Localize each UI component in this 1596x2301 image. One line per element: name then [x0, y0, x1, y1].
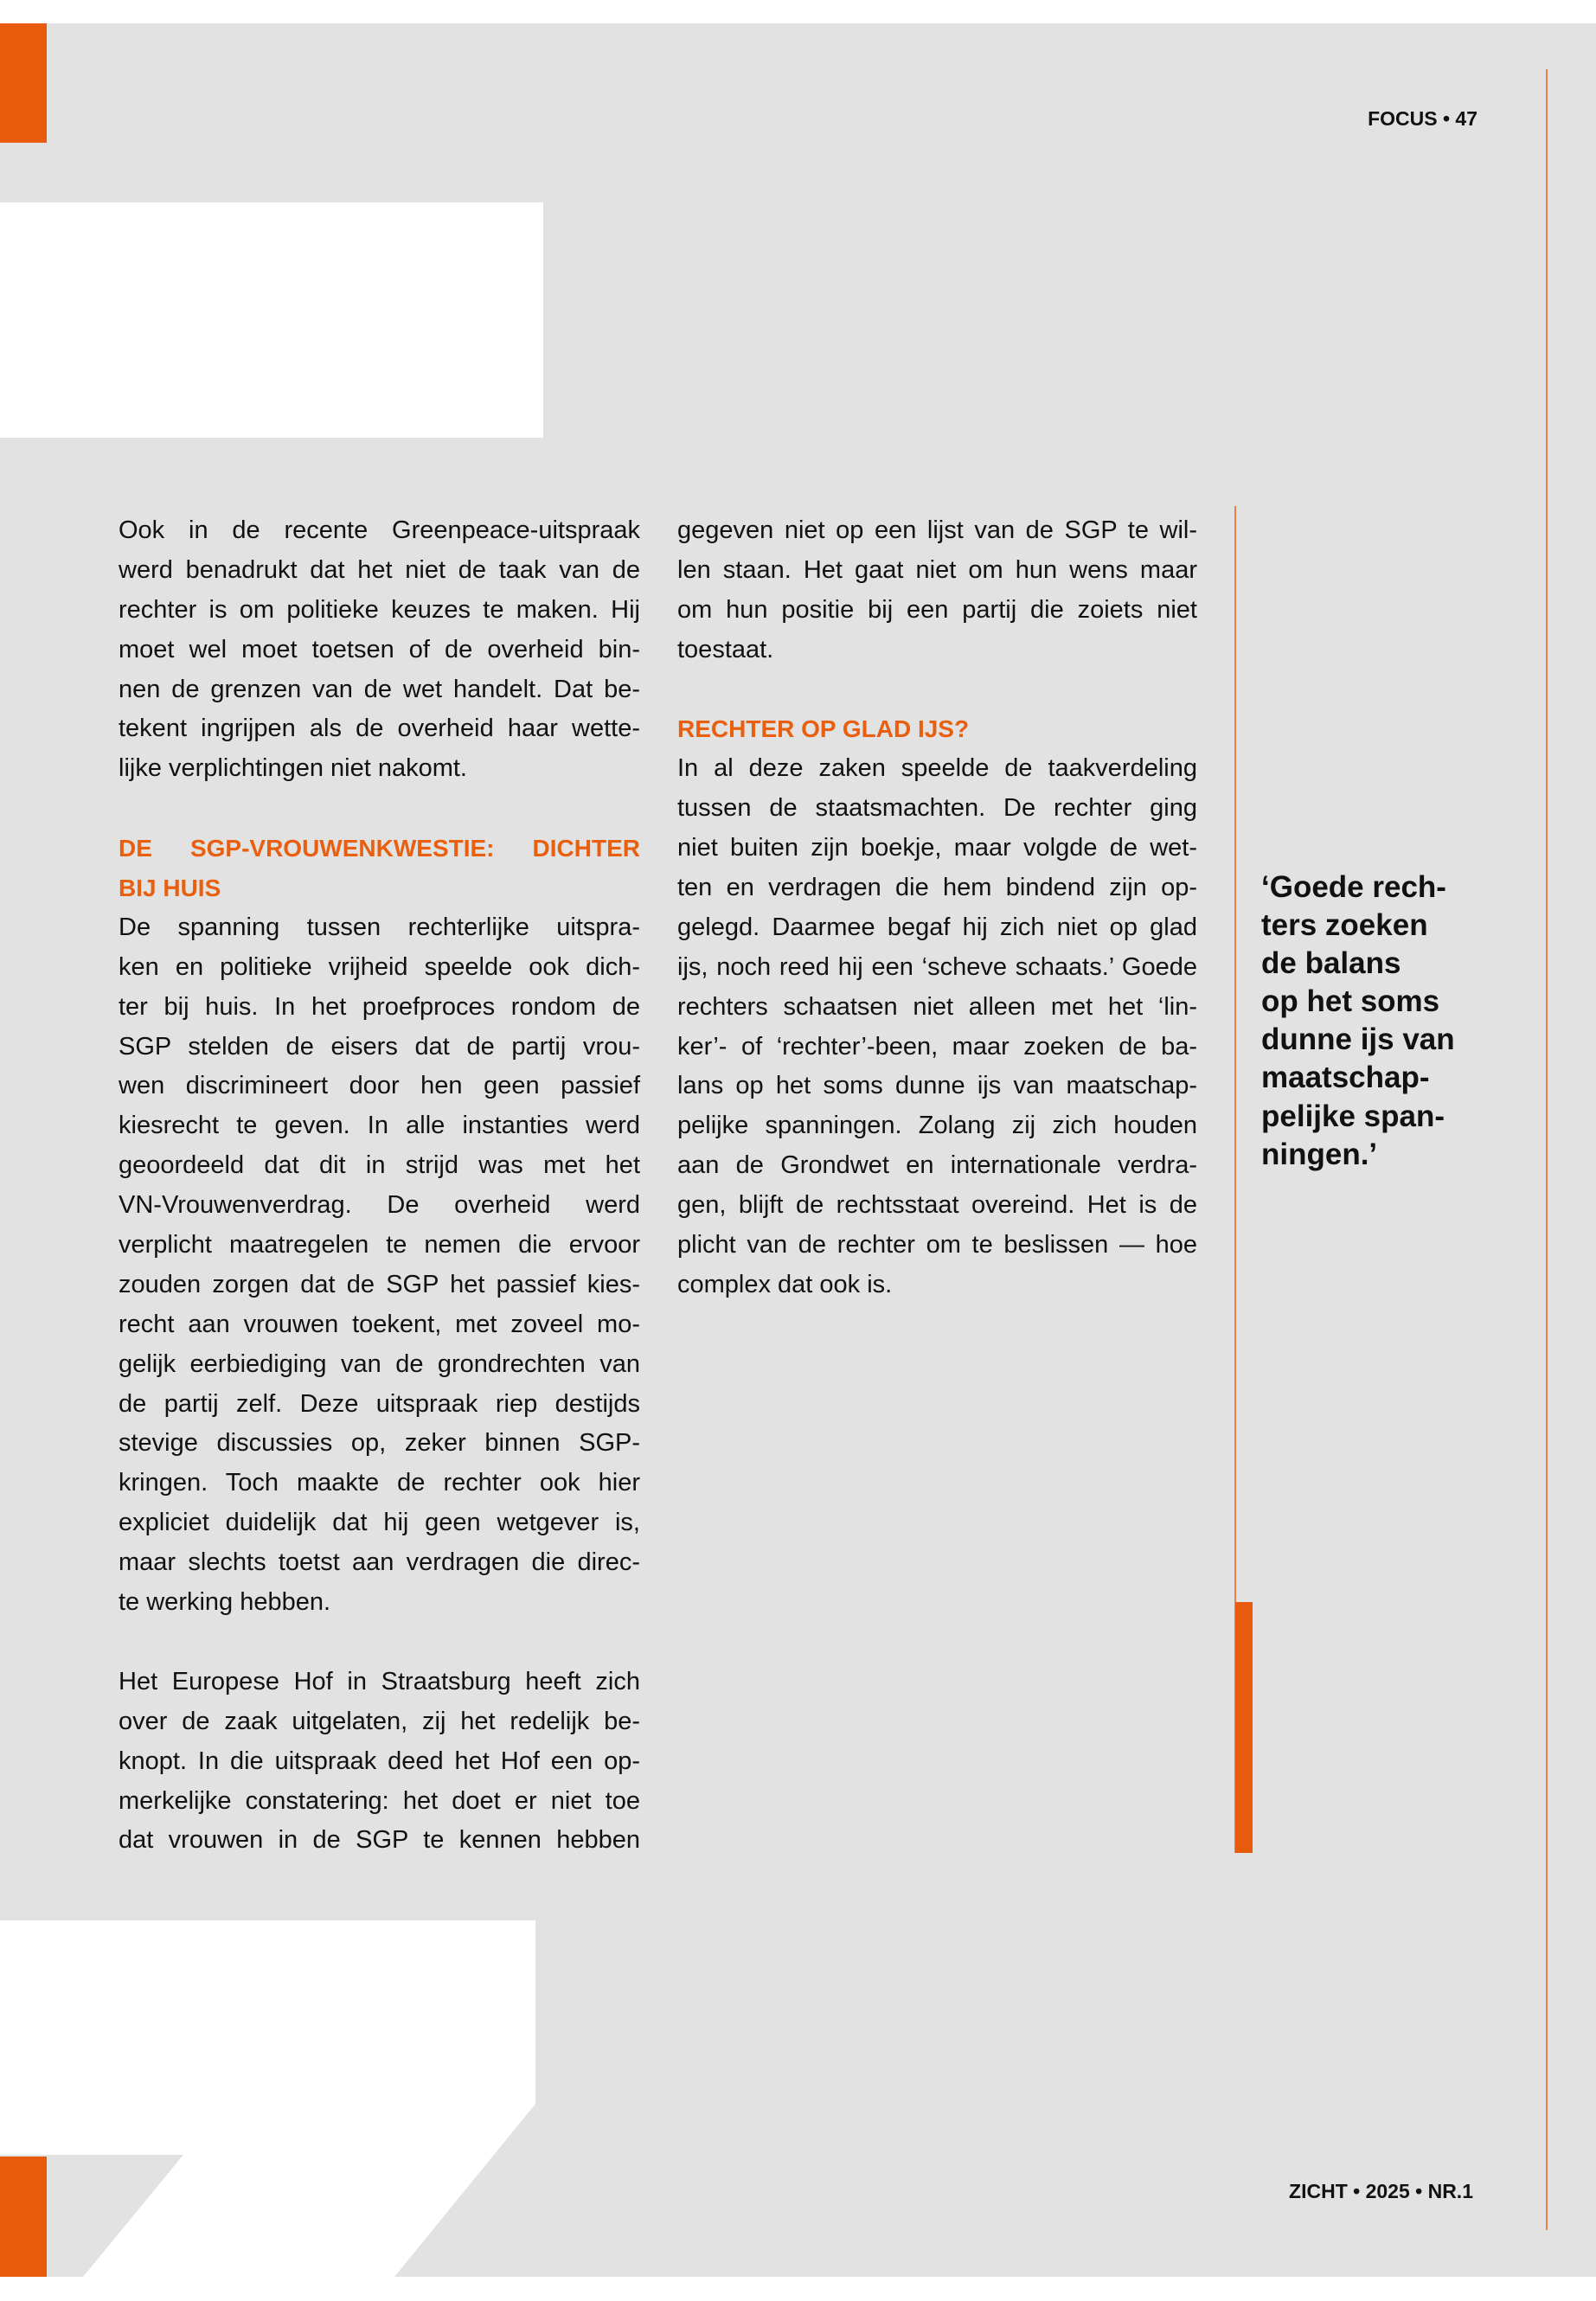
text-line: gegeven niet op een lijst van de SGP te wil- — [677, 516, 1197, 544]
quote-rule-accent — [1235, 1602, 1253, 1853]
text-line: pelijke spanningen. Zolang zij zich houden — [677, 1112, 1197, 1140]
text-line: SGP stelden de eisers dat de partij vrou- — [119, 1032, 640, 1061]
text-line: rechter is om politieke keuzes te maken. Hij — [119, 595, 640, 624]
text-line: verplicht maatregelen te nemen die ervoor — [119, 1231, 640, 1259]
section-heading — [119, 829, 640, 908]
article-column-left — [119, 511, 640, 1861]
text-line: dat vrouwen in de SGP te kennen hebben — [119, 1826, 640, 1855]
accent-bar-bottom — [0, 2157, 47, 2277]
heading-line: BIJ HUIS — [119, 875, 221, 902]
text-line: te werking hebben. — [119, 1588, 331, 1617]
text-line: VN-Vrouwenverdrag. De overheid werd — [119, 1191, 640, 1220]
quote-line: ningen.’ — [1261, 1137, 1378, 1171]
text-line: expliciet duidelijk dat hij geen wetgever is, — [119, 1509, 640, 1537]
text-line: stevige discussies op, zeker binnen SGP- — [119, 1429, 640, 1458]
text-line: In al deze zaken speelde de taakverdeling — [677, 754, 1197, 783]
text-line: len staan. Het gaat niet om hun wens maar — [677, 555, 1197, 584]
text-line: zouden zorgen dat de SGP het passief kies- — [119, 1270, 640, 1298]
right-margin-rule — [1546, 69, 1548, 2230]
decorative-quote-shape — [0, 1903, 571, 2301]
text-line: geoordeeld dat dit in strijd was met het — [119, 1151, 640, 1180]
text-line: over de zaak uitgelaten, zij het redelijk be- — [119, 1707, 640, 1735]
quote-line: pelijke span- — [1261, 1099, 1445, 1133]
text-line: recht aan vrouwen toekent, met zoveel mo- — [119, 1310, 640, 1338]
paragraph — [119, 1663, 640, 1861]
text-line: ijs, noch reed hij een ‘scheve schaats.’ Goede — [677, 952, 1197, 981]
text-line: plicht van de rechter om te beslissen — hoe — [677, 1231, 1197, 1259]
text-line: rechters schaatsen niet alleen met het ‘lin- — [677, 992, 1197, 1021]
quote-line: maatschap- — [1261, 1061, 1430, 1095]
text-line: complex dat ook is. — [677, 1270, 893, 1298]
paragraph-spacer — [119, 789, 640, 829]
text-line: gelijk eerbiediging van de grondrechten van — [119, 1349, 640, 1378]
text-line: lans op het soms dunne ijs van maatschap- — [677, 1072, 1197, 1100]
quote-line: ‘Goede rech- — [1261, 870, 1446, 904]
issue-footer: ZICHT • 2025 • NR.1 — [1289, 2180, 1473, 2202]
paragraph — [119, 908, 640, 1623]
section-heading — [677, 709, 1197, 749]
text-line: werd benadrukt dat het niet de taak van de — [119, 555, 640, 584]
paragraph — [119, 511, 640, 789]
text-line: aan de Grondwet en internationale verdra- — [677, 1151, 1197, 1180]
text-line: De spanning tussen rechterlijke uitspra- — [119, 913, 640, 941]
heading-line: DE SGP-VROUWENKWESTIE: DICHTER — [119, 835, 640, 862]
image-placeholder-top — [0, 202, 543, 438]
text-line: Ook in de recente Greenpeace-uitspraak — [119, 516, 640, 544]
pull-quote — [1261, 868, 1521, 1174]
text-line: ten en verdragen die hem bindend zijn op- — [677, 874, 1197, 902]
heading-line: RECHTER OP GLAD IJS? — [677, 715, 970, 743]
accent-bar-top — [0, 23, 47, 143]
paragraph — [677, 749, 1197, 1304]
article-column-right — [677, 511, 1197, 1305]
paragraph-spacer — [677, 670, 1197, 710]
quote-line: op het soms — [1261, 984, 1440, 1019]
text-line: moet wel moet toetsen of de overheid bin- — [119, 635, 640, 663]
text-line: kiesrecht te geven. In alle instanties werd — [119, 1112, 640, 1140]
text-line: merkelijke constatering: het doet er niet toe — [119, 1786, 640, 1815]
text-line: maar slechts toetst aan verdragen die direc- — [119, 1548, 640, 1577]
text-line: kringen. Toch maakte de rechter ook hier — [119, 1469, 640, 1497]
text-line: niet buiten zijn boekje, maar volgde de wet- — [677, 834, 1197, 862]
text-line: knopt. In die uitspraak deed het Hof een op- — [119, 1747, 640, 1775]
text-line: tekent ingrijpen als de overheid haar wette- — [119, 715, 640, 743]
quote-line: ters zoeken — [1261, 908, 1428, 943]
text-line: ken en politieke vrijheid speelde ook dich- — [119, 952, 640, 981]
quote-line: de balans — [1261, 946, 1401, 981]
text-line: toestaat. — [677, 635, 774, 663]
paragraph — [677, 511, 1197, 670]
text-line: lijke verplichtingen niet nakomt. — [119, 754, 467, 783]
text-line: om hun positie bij een partij die zoiets niet — [677, 595, 1197, 624]
paragraph-spacer — [119, 1623, 640, 1663]
text-line: tussen de staatsmachten. De rechter ging — [677, 794, 1197, 823]
text-line: Het Europese Hof in Straatsburg heeft zich — [119, 1667, 640, 1695]
text-line: de partij zelf. Deze uitspraak riep destijds — [119, 1389, 640, 1418]
text-line: ter bij huis. In het proefproces rondom de — [119, 992, 640, 1021]
text-line: ker’- of ‘rechter’-been, maar zoeken de ba- — [677, 1032, 1197, 1061]
running-head: FOCUS • 47 — [1368, 107, 1477, 130]
text-line: gelegd. Daarmee begaf hij zich niet op glad — [677, 913, 1197, 941]
quote-line: dunne ijs van — [1261, 1022, 1455, 1057]
text-line: wen discrimineert door hen geen passief — [119, 1072, 640, 1100]
text-line: nen de grenzen van de wet handelt. Dat be- — [119, 675, 640, 703]
text-line: gen, blijft de rechtsstaat overeind. Het is de — [677, 1191, 1197, 1220]
